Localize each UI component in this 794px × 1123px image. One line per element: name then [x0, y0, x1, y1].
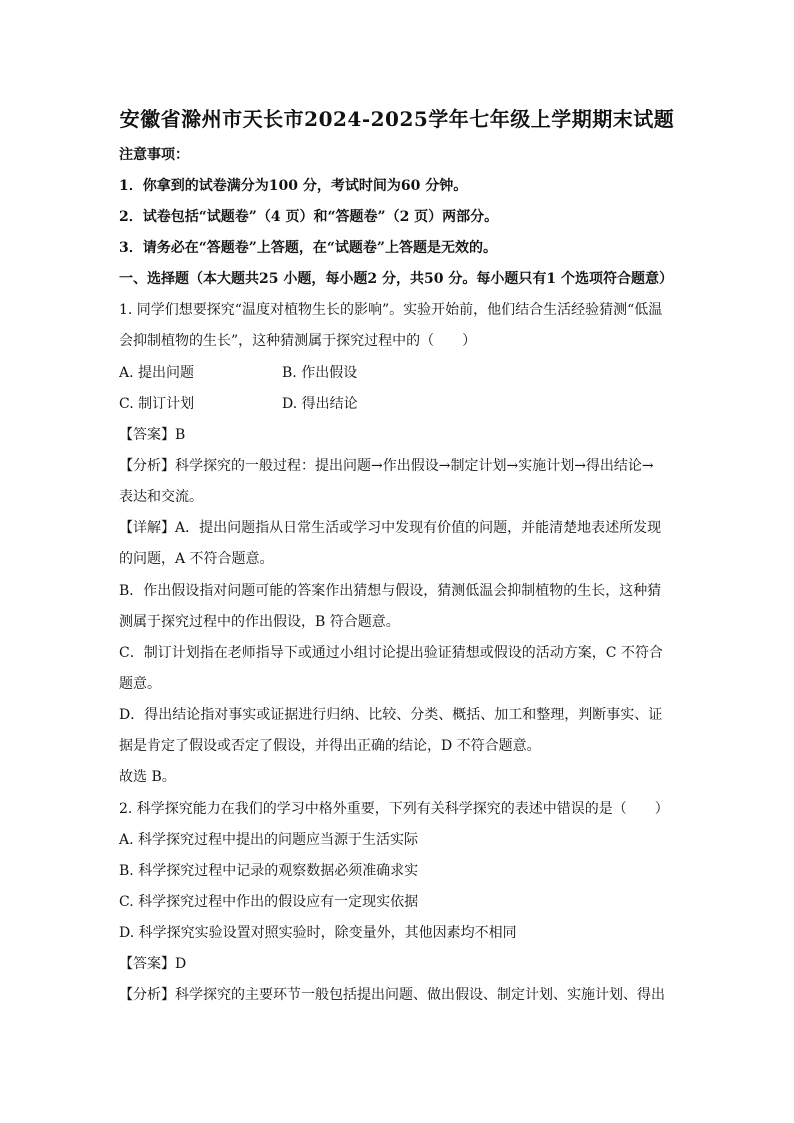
q2-option-b: B. 科学探究过程中记录的观察数据必须准确求实 — [119, 863, 419, 879]
q1-detail-line6: 题意。 — [119, 676, 161, 692]
section-heading: 一、选择题（本大题共25 小题，每小题2 分，共50 分。每小题只有1 个选项符合题意） — [119, 271, 673, 287]
q2-option-c: C. 科学探究过程中作出的假设应有一定现实依据 — [119, 894, 419, 910]
q1-detail-line8: 据是肯定了假设或否定了假设，并得出正确的结论，D 不符合题意。 — [119, 738, 541, 754]
q1-analysis-line2: 表达和交流。 — [119, 489, 203, 505]
note-item-3: 3．请务必在“答题卷”上答题，在“试题卷”上答题是无效的。 — [119, 240, 497, 256]
q1-detail-line2: 的问题，A 不符合题意。 — [119, 551, 274, 567]
q2-stem: 2. 科学探究能力在我们的学习中格外重要，下列有关科学探究的表述中错误的是（ ） — [119, 801, 669, 817]
q1-option-a: A. 提出问题 — [119, 365, 195, 381]
notes-heading: 注意事项： — [119, 147, 189, 163]
q1-analysis-line1: 【分析】科学探究的一般过程：提出问题→作出假设→制定计划→实施计划→得出结论→ — [119, 458, 654, 474]
q1-option-d: D. 得出结论 — [282, 396, 358, 412]
note-item-1: 1．你拿到的试卷满分为100 分，考试时间为60 分钟。 — [119, 178, 468, 194]
q1-options-row1 — [119, 364, 679, 382]
q1-answer: 【答案】B — [119, 427, 186, 443]
q1-detail-line7: D．得出结论指对事实或证据进行归纳、比较、分类、概括、加工和整理，判断事实、证 — [119, 707, 663, 723]
q1-option-c: C. 制订计划 — [119, 396, 195, 412]
q1-detail-line5: C．制订计划指在老师指导下或通过小组讨论提出验证猜想或假设的活动方案，C 不符合 — [119, 645, 663, 661]
q1-detail-line4: 测属于探究过程中的作出假设，B 符合题意。 — [119, 614, 400, 630]
q2-option-a: A. 科学探究过程中提出的问题应当源于生活实际 — [119, 832, 419, 848]
note-item-2: 2．试卷包括“试题卷”（4 页）和“答题卷”（2 页）两部分。 — [119, 209, 499, 225]
q1-stem-line2: 会抑制植物的生长”，这种猜测属于探究过程中的（ ） — [119, 333, 477, 349]
q2-option-d: D. 科学探究实验设置对照实验时，除变量外，其他因素均不相同 — [119, 925, 517, 941]
q1-detail-line1: 【详解】A．提出问题指从日常生活或学习中发现有价值的问题，并能清楚地表述所发现 — [119, 520, 662, 536]
q1-stem-line1: 1. 同学们想要探究“温度对植物生长的影响”。实验开始前，他们结合生活经验猜测“低温 — [119, 302, 663, 318]
q1-detail-line3: B．作出假设指对问题可能的答案作出猜想与假设，猜测低温会抑制植物的生长，这种猜 — [119, 583, 662, 599]
q1-option-b: B. 作出假设 — [282, 365, 358, 381]
q1-detail-line9: 故选 B。 — [119, 769, 176, 785]
q2-answer: 【答案】D — [119, 956, 187, 972]
page-title: 安徽省滁州市天长市2024-2025学年七年级上学期期末试题 — [119, 107, 675, 131]
q1-options-row2 — [119, 395, 679, 413]
q2-analysis-line1: 【分析】科学探究的主要环节一般包括提出问题、做出假设、制定计划、实施计划、得出 — [119, 987, 665, 1003]
